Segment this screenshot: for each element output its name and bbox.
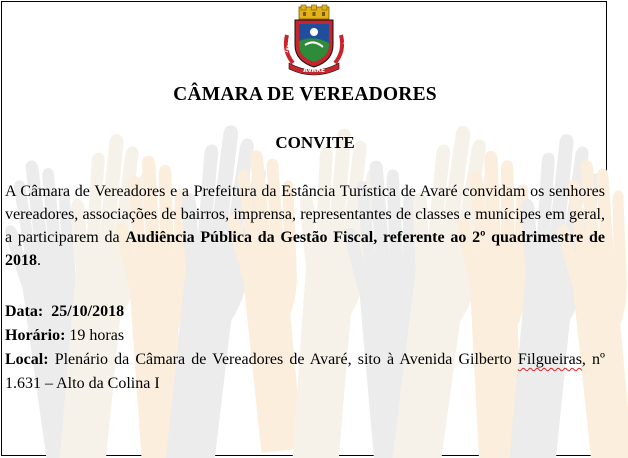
date-row xyxy=(5,300,605,324)
event-details xyxy=(5,300,605,396)
place-label: Local: xyxy=(5,351,49,368)
place-value-end: , nº 1.631 – Alto da Colina I xyxy=(5,351,606,392)
crest-year-left: 1861 xyxy=(283,41,293,54)
date-label: Data: xyxy=(5,303,44,320)
time-label: Horário: xyxy=(5,327,66,344)
crest-motto: AVARÉ xyxy=(303,67,325,74)
invitation-heading: CONVITE xyxy=(275,133,355,152)
crest-year-right: 1891 xyxy=(342,40,351,53)
invitation-event-name: Audiência Pública da Gestão Fiscal, referente ao 2º quadrimestre de 2018 xyxy=(5,229,606,269)
invitation-text-end: . xyxy=(37,252,41,269)
city-crest-icon xyxy=(281,5,351,75)
page-title: CÂMARA DE VEREADORES xyxy=(173,84,437,105)
invitation-text: A Câmara de Vereadores e a Prefeitura da Estância Turística de Avaré convidam os senhores vereadores, associações de bairros, imprensa, representantes de classes e munícipes em geral, a participarem da xyxy=(5,183,605,246)
date-value: 25/10/2018 xyxy=(51,303,125,320)
place-row xyxy=(5,348,605,396)
invitation-paragraph xyxy=(5,180,605,272)
document-page xyxy=(1,1,607,456)
time-value: 19 horas xyxy=(69,327,125,344)
time-row xyxy=(5,324,605,348)
raised-hands-watermark xyxy=(2,112,608,457)
misspelled-word: Filgueiras xyxy=(517,351,582,368)
place-value: Plenário da Câmara de Vereadores de Avaré, sito à Avenida Gilberto xyxy=(54,351,518,368)
